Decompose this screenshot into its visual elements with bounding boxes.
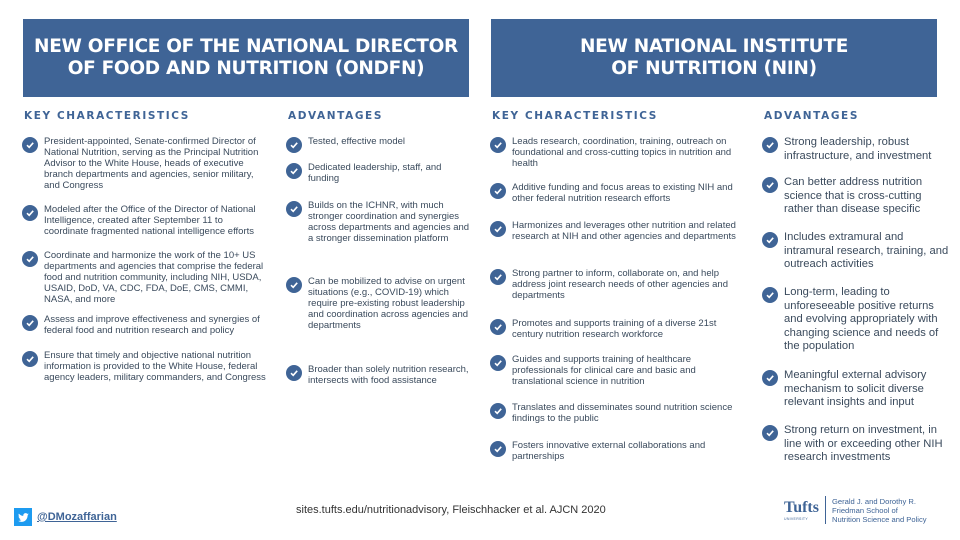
list-item-text: Tested, effective model [308,136,405,147]
check-circle-icon [762,287,778,303]
ondfn-title: NEW OFFICE OF THE NATIONAL DIRECTOR OF FOOD AND NUTRITION (ONDFN) [34,36,458,79]
list-item [286,136,472,153]
list-item-text: Modeled after the Office of the Director of National Intelligence, created after September 11 to coordinate fragmented national intelligence efforts [44,204,256,237]
list-item [490,268,738,301]
list-item [762,369,952,410]
list-item-text: Meaningful external advisory mechanism to solicit diverse relevant insights and input [784,369,927,408]
list-item-text: Long-term, leading to unforeseeable positive returns and evolving appropriately with changing science and needs of the population [784,286,939,352]
check-circle-icon [762,232,778,248]
list-item-text: Builds on the ICHNR, with much stronger coordination and synergies across departments and agencies and a stronger dissemination platform [308,200,470,244]
check-circle-icon [490,441,506,457]
check-circle-icon [286,201,302,217]
list-item [286,276,472,331]
list-item [490,318,738,340]
check-circle-icon [22,205,38,221]
list-item [22,314,266,336]
list-item-text: Strong partner to inform, collaborate on, and help address joint research needs of other agencies and departments [512,268,728,301]
logo-word: Tufts [784,499,819,516]
list-item-text: Can better address nutrition science that is cross-cutting rather than disease specific [784,176,923,215]
list-item-text: Ensure that timely and objective national nutrition information is provided to the White House, federal agency leaders, military commanders, and Congress [44,350,266,383]
check-circle-icon [762,137,778,153]
tufts-wordmark [784,499,819,521]
list-item [22,350,266,383]
check-circle-icon [286,277,302,293]
list-item-text: Additive funding and focus areas to existing NIH and other federal nutrition research efforts [512,182,733,204]
source-citation: sites.tufts.edu/nutritionadvisory, Fleischhacker et al. AJCN 2020 [296,504,606,516]
list-item [286,364,472,386]
list-item-text: Promotes and supports training of a diverse 21st century nutrition research workforce [512,318,717,340]
nin-banner [491,19,937,97]
twitter-handle-block[interactable] [14,508,117,526]
logo-school-name: Gerald J. and Dorothy R. Friedman School of Nutrition Science and Policy [831,496,927,524]
twitter-handle-link[interactable]: @DMozaffarian [37,511,117,523]
list-item [286,200,472,244]
list-item [490,354,738,387]
list-item [22,204,266,237]
list-item-text: Assess and improve effectiveness and synergies of federal food and nutrition research and policy [44,314,260,336]
check-circle-icon [22,351,38,367]
list-item-text: Guides and supports training of healthcare professionals for clinical care and basic and translational science in nutrition [512,354,696,387]
check-circle-icon [762,425,778,441]
check-circle-icon [490,355,506,371]
ondfn-characteristics-header: KEY CHARACTERISTICS [24,110,190,122]
check-circle-icon [286,365,302,381]
list-item [490,136,738,169]
nin-advantages-header: ADVANTAGES [764,110,859,122]
list-item [490,182,738,204]
list-item-text: Includes extramural and intramural research, training, and outreach activities [784,231,949,270]
check-circle-icon [762,177,778,193]
list-item [762,424,952,465]
list-item-text: Can be mobilized to advise on urgent situations (e.g., COVID-19) which require pre-existing robust leadership and coordination across agencies and departments [308,276,469,331]
check-circle-icon [22,315,38,331]
list-item [490,402,738,424]
check-circle-icon [490,221,506,237]
list-item [762,136,952,163]
list-item-text: Dedicated leadership, staff, and funding [308,162,442,184]
list-item-text: Harmonizes and leverages other nutrition and related research at NIH and other agencies and departments [512,220,736,242]
list-item [22,250,266,305]
nin-title: NEW NATIONAL INSTITUTE OF NUTRITION (NIN) [579,36,849,79]
check-circle-icon [490,183,506,199]
check-circle-icon [490,319,506,335]
ondfn-advantages-header: ADVANTAGES [288,110,383,122]
check-circle-icon [286,163,302,179]
list-item [762,176,952,217]
list-item [22,136,266,191]
logo-sub: UNIVERSITY [784,517,809,521]
list-item [762,286,952,354]
logo-divider [825,496,826,524]
list-item [490,220,738,242]
list-item-text: Strong leadership, robust infrastructure, and investment [784,136,932,162]
list-item-text: Translates and disseminates sound nutrition science findings to the public [512,402,733,424]
check-circle-icon [490,137,506,153]
twitter-icon [14,508,32,526]
check-circle-icon [22,137,38,153]
check-circle-icon [762,370,778,386]
check-circle-icon [490,269,506,285]
ondfn-banner [23,19,469,97]
check-circle-icon [490,403,506,419]
tufts-logo [784,496,927,524]
list-item-text: Broader than solely nutrition research, intersects with food assistance [308,364,469,386]
check-circle-icon [22,251,38,267]
check-circle-icon [286,137,302,153]
list-item-text: Fosters innovative external collaborations and partnerships [512,440,706,462]
list-item-text: Coordinate and harmonize the work of the 10+ US departments and agencies that comprise the federal food and nutrition community, including NIH, USDA, USAID, DoD, VA, CDC, FDA, DoE, CMS, CMMI, NASA, and more [44,250,264,305]
list-item-text: President-appointed, Senate-confirmed Director of National Nutrition, serving as the Principal Nutrition Advisor to the White House, heads of executive branch departments and agencies, senior military, and Congress [44,136,259,191]
list-item [490,440,738,462]
list-item [762,231,952,272]
nin-characteristics-header: KEY CHARACTERISTICS [492,110,658,122]
list-item-text: Leads research, coordination, training, outreach on foundational and cross-cutting topics in nutrition and health [512,136,732,169]
list-item-text: Strong return on investment, in line with or exceeding other NIH research investments [784,424,943,463]
list-item [286,162,472,184]
